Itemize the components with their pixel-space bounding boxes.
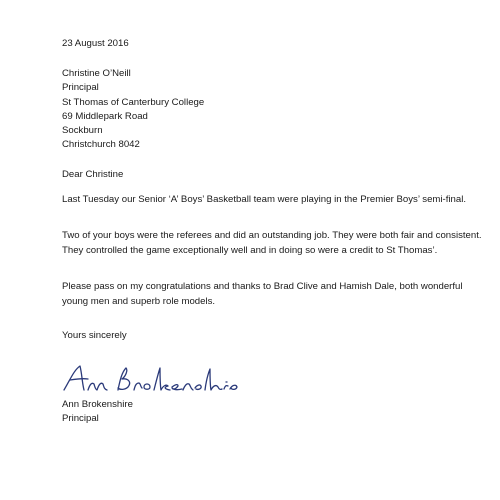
salutation: Dear Christine [62, 169, 124, 180]
paragraph-2: Two of your boys were the referees and did an outstanding job. They were both fair and consistent. They controlled the game exceptionally well and in doing so were a credit to St Thomas’. [62, 230, 482, 256]
handwritten-signature [60, 360, 240, 396]
closing: Yours sincerely [62, 330, 127, 341]
recipient-title: Principal [62, 82, 99, 94]
recipient-address [62, 67, 204, 153]
recipient-city: Christchurch 8042 [62, 139, 140, 151]
signer-title: Principal [62, 413, 99, 425]
signer-block [62, 398, 133, 427]
signer-name: Ann Brokenshire [62, 399, 133, 410]
letter-date: 23 August 2016 [62, 38, 129, 49]
recipient-suburb: Sockburn [62, 125, 103, 137]
recipient-organisation: St Thomas of Canterbury College [62, 96, 205, 108]
paragraph-1: Last Tuesday our Senior ‘A’ Boys’ Basketball team were playing in the Premier Boys’ semi-final. [62, 194, 467, 205]
recipient-street: 69 Middlepark Road [62, 110, 148, 122]
paragraph-3: Please pass on my congratulations and thanks to Brad Clive and Hamish Dale, both wonderful young men and superb role models. [62, 281, 463, 307]
recipient-name: Christine O’Neill [62, 68, 131, 79]
